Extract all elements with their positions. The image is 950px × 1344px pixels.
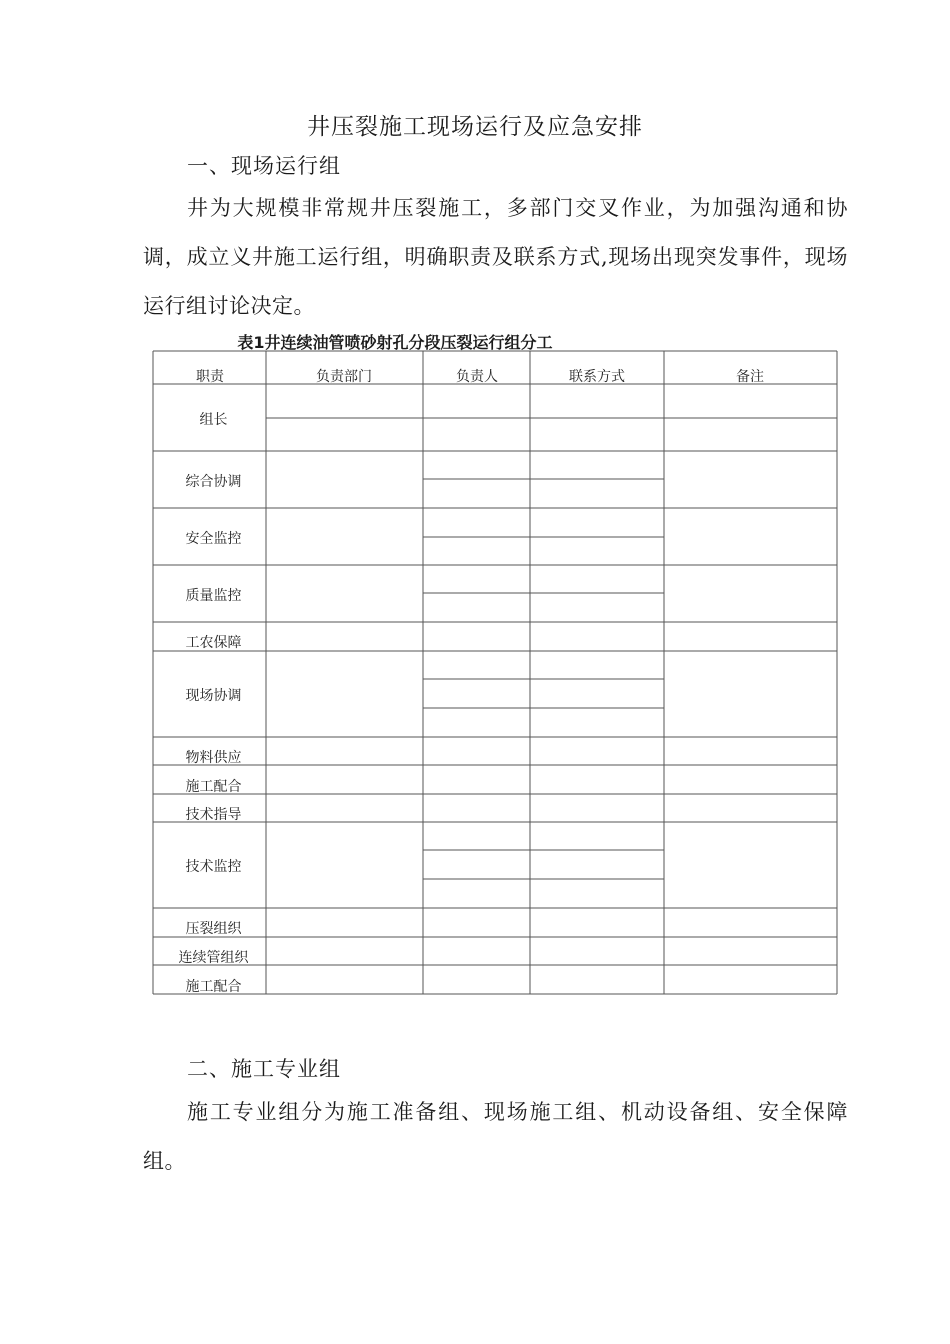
table-role-cell: 质量监控 [185,588,242,604]
table-role-cell: 工农保障 [185,635,242,651]
section-heading-field-operation-group: 一、现场运行组 [187,154,341,178]
table-header-cell: 备注 [736,369,764,385]
table-role-cell: 施工配合 [185,979,242,995]
table-role-cell: 安全监控 [185,531,242,547]
section-paragraph-construction-group: 施工专业组分为施工准备组、现场施工组、机动设备组、安全保障组。 [143,1100,848,1173]
table-header-cell: 联系方式 [569,369,625,385]
table-role-cell: 施工配合 [185,779,242,795]
table-role-cell: 技术监控 [185,859,242,875]
table-header-cell: 负责部门 [316,369,372,385]
table-grid [153,351,837,994]
table-role-cell: 现场协调 [185,688,242,704]
page-title: 井压裂施工现场运行及应急安排 [307,114,643,140]
table-role-cell: 技术指导 [185,807,242,823]
table-caption: 表1井连续油管喷砂射孔分段压裂运行组分工 [237,333,553,352]
table-role-cell: 连续管组织 [178,950,249,966]
table-header-cell: 负责人 [456,369,498,385]
section-heading-construction-group: 二、施工专业组 [187,1057,341,1081]
table-role-cell: 物料供应 [185,750,242,766]
table-header-cell: 职责 [196,369,224,385]
table-role-cell: 综合协调 [185,474,242,490]
table-role-cell: 组长 [199,412,228,428]
section-paragraph-field-operation-group: 井为大规模非常规井压裂施工，多部门交叉作业，为加强沟通和协调，成立义井施工运行组，明确职责及联系方式,现场出现突发事件，现场运行组讨论决定。 [143,196,848,318]
table-role-cell: 压裂组织 [185,921,242,937]
